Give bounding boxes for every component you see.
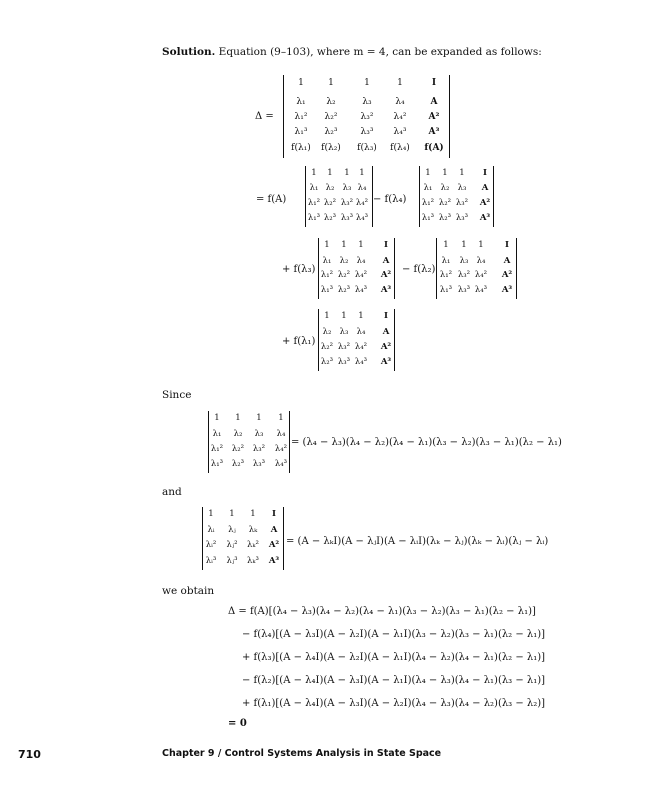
matrix-cell: I [505, 240, 509, 250]
determinant-general [202, 507, 284, 570]
matrix-cell: λ₃² [337, 342, 351, 352]
matrix-cell: λ₃³ [455, 213, 469, 223]
matrix-cell: 1 [328, 78, 334, 88]
matrix-cell: 1 [256, 413, 262, 423]
matrix-cell: 1 [298, 78, 304, 88]
matrix-cell: λ₃² [360, 112, 374, 122]
matrix-cell: λ₂² [337, 270, 351, 280]
matrix-cell: A [382, 256, 390, 266]
matrix-cell: λ₃² [252, 444, 266, 454]
result-line-1: Δ = f(A)[(λ₄ − λ₃)(λ₄ − λ₂)(λ₄ − λ₁)(λ₃ − λ₂)(λ₃ − λ₁)(λ₂ − λ₁)] [228, 606, 536, 617]
matrix-cell: λ₃ [339, 327, 349, 337]
matrix-cell: 1 [341, 311, 347, 321]
matrix-cell: λ₂² [323, 198, 337, 208]
matrix-cell: λ₂³ [324, 127, 338, 137]
matrix-cell: λ₂² [324, 112, 338, 122]
matrix-cell: λ₃³ [457, 285, 471, 295]
matrix-cell: λ₂³ [323, 213, 337, 223]
matrix-cell: λ₃³ [360, 127, 374, 137]
matrix-cell: λᵢ [207, 525, 215, 535]
matrix-cell: λᵢ³ [205, 556, 217, 566]
matrix-cell: A³ [380, 285, 392, 295]
matrix-cell: A³ [479, 213, 491, 223]
matrix-cell: λ₁² [421, 198, 435, 208]
matrix-cell: λ₁³ [439, 285, 453, 295]
matrix-cell: λ₂ [440, 183, 450, 193]
matrix-cell: λ₃² [457, 270, 471, 280]
solution-line [162, 47, 542, 58]
matrix-cell: 1 [250, 509, 256, 519]
matrix-cell: λₖ² [247, 540, 259, 550]
matrix-cell: λₖ [248, 525, 258, 535]
matrix-cell: I [431, 78, 437, 88]
matrix-cell: λ₂³ [438, 213, 452, 223]
matrix-cell: λ₃ [457, 183, 467, 193]
matrix-cell: 1 [364, 78, 370, 88]
matrix-cell: A² [380, 270, 392, 280]
chapter-title: Chapter 9 / Control Systems Analysis in State Space [162, 748, 442, 759]
matrix-cell: λ₃² [455, 198, 469, 208]
matrix-cell: λ₂³ [320, 357, 334, 367]
matrix-cell: λ₄² [354, 270, 368, 280]
matrix-cell: A [270, 525, 278, 535]
matrix-cell: λⱼ [228, 525, 236, 535]
line4-prefix: + f(λ₁) [282, 336, 316, 347]
matrix-cell: A² [268, 540, 280, 550]
matrix-cell: λ₁ [309, 183, 319, 193]
matrix-cell: 1 [208, 509, 214, 519]
since-text: Since [162, 389, 192, 401]
matrix-cell: λ₄² [393, 112, 407, 122]
determinant-vandermonde [208, 411, 290, 473]
matrix-cell: λ₄³ [354, 285, 368, 295]
matrix-cell: λ₄³ [393, 127, 407, 137]
matrix-cell: λ₂ [325, 183, 335, 193]
matrix-cell: I [384, 240, 388, 250]
determinant-f1 [318, 309, 395, 371]
matrix-cell: λ₁ [322, 256, 332, 266]
matrix-cell: 1 [324, 311, 330, 321]
matrix-cell: λ₄² [474, 270, 488, 280]
matrix-cell: λ₄² [354, 342, 368, 352]
matrix-cell: 1 [442, 168, 448, 178]
matrix-cell: f(λ₁) [291, 143, 311, 153]
matrix-cell: λ₄ [276, 429, 286, 439]
matrix-cell: λ₃² [340, 198, 354, 208]
matrix-cell: λ₃³ [337, 357, 351, 367]
matrix-cell: λ₁³ [421, 213, 435, 223]
solution-text: Equation (9–103), where m = 4, can be expanded as follows: [215, 46, 542, 58]
matrix-cell: A [382, 327, 390, 337]
matrix-cell: I [483, 168, 487, 178]
matrix-cell: λ₄² [274, 444, 288, 454]
matrix-cell: λ₃ [362, 97, 372, 107]
matrix-cell: λ₂² [320, 342, 334, 352]
matrix-cell: I [384, 311, 388, 321]
matrix-cell: A [503, 256, 511, 266]
matrix-cell: 1 [461, 240, 467, 250]
matrix-cell: λₖ³ [247, 556, 259, 566]
matrix-cell: λ₁ [212, 429, 222, 439]
matrix-cell: λ₁³ [320, 285, 334, 295]
matrix-cell: A² [428, 112, 440, 122]
matrix-cell: 1 [311, 168, 317, 178]
solution-label: Solution. [162, 46, 216, 58]
matrix-cell: λ₁³ [307, 213, 321, 223]
matrix-cell: λ₄³ [274, 459, 288, 469]
matrix-cell: 1 [214, 413, 220, 423]
matrix-cell: A [430, 97, 438, 107]
matrix-cell: 1 [478, 240, 484, 250]
matrix-cell: λ₄³ [354, 357, 368, 367]
matrix-cell: A³ [428, 127, 440, 137]
determinant-fa [305, 166, 373, 227]
general-rhs: = (A − λₖI)(A − λⱼI)(A − λᵢI)(λₖ − λⱼ)(λₖ − λᵢ)(λⱼ − λᵢ) [286, 536, 549, 547]
result-line-6: = 0 [228, 718, 247, 729]
matrix-cell: λ₂ [233, 429, 243, 439]
line3-mid: − f(λ₂) [402, 264, 436, 275]
matrix-cell: I [272, 509, 276, 519]
matrix-cell: λ₂² [438, 198, 452, 208]
line2-prefix: = f(A) [256, 194, 287, 205]
matrix-cell: f(A) [424, 143, 444, 153]
line3-prefix: + f(λ₃) [282, 264, 316, 275]
matrix-cell: f(λ₂) [321, 143, 341, 153]
matrix-cell: λ₃ [342, 183, 352, 193]
matrix-cell: λ₁ [441, 256, 451, 266]
vandermonde-rhs: = (λ₄ − λ₃)(λ₄ − λ₂)(λ₄ − λ₁)(λ₃ − λ₂)(λ₃ − λ₁)(λ₂ − λ₁) [291, 437, 562, 448]
line2-mid: − f(λ₄) [373, 194, 407, 205]
matrix-cell: λ₂³ [337, 285, 351, 295]
matrix-cell: λ₃ [254, 429, 264, 439]
matrix-cell: f(λ₄) [390, 143, 410, 153]
matrix-cell: A² [501, 270, 513, 280]
page-number: 710 [18, 748, 41, 761]
matrix-cell: λ₄ [476, 256, 486, 266]
matrix-cell: f(λ₃) [357, 143, 377, 153]
matrix-cell: 1 [341, 240, 347, 250]
result-line-4: − f(λ₂)[(A − λ₄I)(A − λ₃I)(A − λ₁I)(λ₄ − λ₃)(λ₄ − λ₁)(λ₃ − λ₁)] [242, 675, 546, 686]
matrix-cell: 1 [229, 509, 235, 519]
matrix-cell: 1 [443, 240, 449, 250]
matrix-cell: λ₁² [439, 270, 453, 280]
matrix-cell: λ₄³ [474, 285, 488, 295]
determinant-f4 [419, 166, 494, 227]
matrix-cell: λ₂ [322, 327, 332, 337]
and-text: and [162, 486, 182, 498]
matrix-cell: λ₄² [355, 198, 369, 208]
matrix-cell: λ₁² [210, 444, 224, 454]
matrix-cell: λ₂² [231, 444, 245, 454]
matrix-cell: λ₃³ [340, 213, 354, 223]
matrix-cell: A² [479, 198, 491, 208]
determinant-main [283, 75, 450, 158]
matrix-cell: λ₃³ [252, 459, 266, 469]
matrix-cell: λ₁³ [210, 459, 224, 469]
matrix-cell: λ₄ [357, 183, 367, 193]
matrix-cell: λ₁² [320, 270, 334, 280]
result-line-3: + f(λ₃)[(A − λ₄I)(A − λ₂I)(A − λ₁I)(λ₄ − λ₂)(λ₄ − λ₁)(λ₂ − λ₁)] [242, 652, 546, 663]
matrix-cell: λ₂ [326, 97, 336, 107]
we-obtain-text: we obtain [162, 585, 215, 597]
matrix-cell: 1 [278, 413, 284, 423]
matrix-cell: 1 [324, 240, 330, 250]
result-line-5: + f(λ₁)[(A − λ₄I)(A − λ₃I)(A − λ₂I)(λ₄ − λ₃)(λ₄ − λ₂)(λ₃ − λ₂)] [242, 698, 546, 709]
determinant-f3 [318, 238, 395, 299]
matrix-cell: A³ [268, 556, 280, 566]
matrix-cell: λ₁ [423, 183, 433, 193]
matrix-cell: λ₁³ [294, 127, 308, 137]
matrix-cell: 1 [359, 168, 365, 178]
matrix-cell: A³ [501, 285, 513, 295]
matrix-cell: λ₁² [307, 198, 321, 208]
matrix-cell: 1 [358, 311, 364, 321]
matrix-cell: λ₂³ [231, 459, 245, 469]
matrix-cell: 1 [358, 240, 364, 250]
matrix-cell: λ₁ [296, 97, 306, 107]
matrix-cell: 1 [459, 168, 465, 178]
matrix-cell: λ₃ [459, 256, 469, 266]
matrix-cell: 1 [327, 168, 333, 178]
matrix-cell: 1 [397, 78, 403, 88]
matrix-cell: 1 [235, 413, 241, 423]
matrix-cell: 1 [344, 168, 350, 178]
matrix-cell: λⱼ² [226, 540, 238, 550]
delta-label: Δ = [255, 111, 274, 122]
matrix-cell: λ₄ [356, 256, 366, 266]
matrix-cell: λ₂ [339, 256, 349, 266]
matrix-cell: A³ [380, 357, 392, 367]
matrix-cell: 1 [425, 168, 431, 178]
matrix-cell: λ₄³ [355, 213, 369, 223]
matrix-cell: λ₄ [395, 97, 405, 107]
matrix-cell: λ₄ [356, 327, 366, 337]
matrix-cell: λ₁² [294, 112, 308, 122]
matrix-cell: A² [380, 342, 392, 352]
matrix-cell: λⱼ³ [226, 556, 238, 566]
matrix-cell: A [481, 183, 489, 193]
determinant-f2 [436, 238, 517, 299]
matrix-cell: λᵢ² [205, 540, 217, 550]
result-line-2: − f(λ₄)[(A − λ₃I)(A − λ₂I)(A − λ₁I)(λ₃ − λ₂)(λ₃ − λ₁)(λ₂ − λ₁)] [242, 629, 546, 640]
